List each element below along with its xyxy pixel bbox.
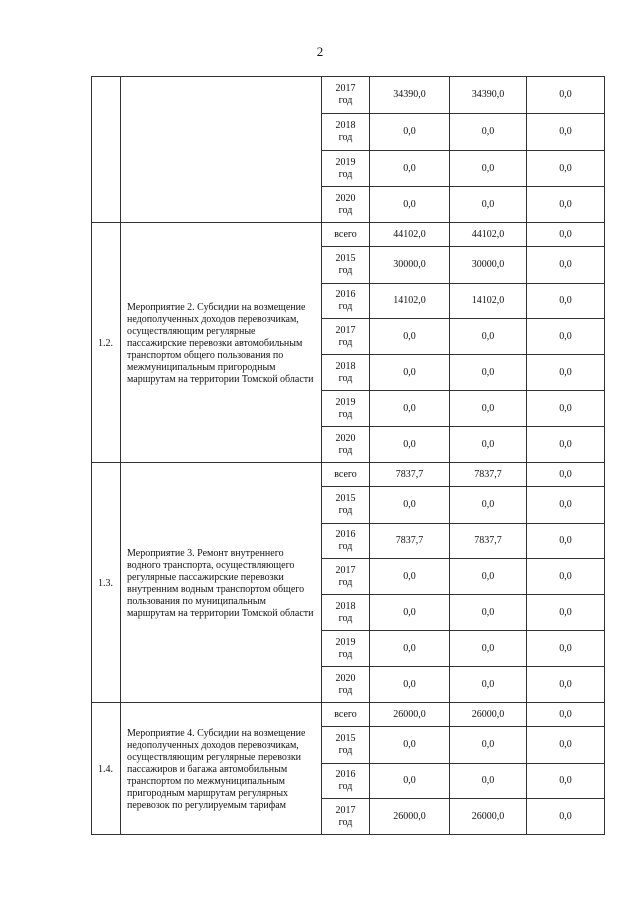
total-amount-cell: 0,0	[370, 727, 450, 764]
regional-budget-cell: 0,0	[450, 487, 527, 524]
total-amount-cell: 0,0	[370, 667, 450, 703]
total-amount-cell: 0,0	[370, 631, 450, 667]
other-source-cell: 0,0	[527, 799, 605, 835]
period-cell: 2017 год	[322, 799, 370, 835]
regional-budget-cell: 34390,0	[450, 77, 527, 114]
total-amount-cell: 0,0	[370, 595, 450, 631]
total-amount-cell: 0,0	[370, 151, 450, 187]
period-cell: всего	[322, 463, 370, 487]
regional-budget-cell: 0,0	[450, 187, 527, 223]
period-cell: 2019 год	[322, 151, 370, 187]
other-source-cell: 0,0	[527, 355, 605, 391]
regional-budget-cell: 0,0	[450, 764, 527, 799]
other-source-cell: 0,0	[527, 703, 605, 727]
table-row	[92, 703, 605, 727]
regional-budget-cell: 26000,0	[450, 703, 527, 727]
item-number: 1.3.	[92, 463, 121, 703]
total-amount-cell: 0,0	[370, 559, 450, 595]
regional-budget-cell: 0,0	[450, 427, 527, 463]
other-source-cell: 0,0	[527, 524, 605, 559]
total-amount-cell: 26000,0	[370, 703, 450, 727]
other-source-cell: 0,0	[527, 631, 605, 667]
other-source-cell: 0,0	[527, 319, 605, 355]
period-cell: всего	[322, 703, 370, 727]
other-source-cell: 0,0	[527, 727, 605, 764]
other-source-cell: 0,0	[527, 559, 605, 595]
regional-budget-cell: 0,0	[450, 151, 527, 187]
other-source-cell: 0,0	[527, 114, 605, 151]
period-cell: 2018 год	[322, 355, 370, 391]
item-description: Мероприятие 3. Ремонт внутреннего водного транспорта, осуществляющего регулярные пассажирские перевозки внутренним водным транспортом общего пользования по муниципальным маршрутам на территории Томской области	[121, 463, 322, 703]
total-amount-cell: 0,0	[370, 427, 450, 463]
total-amount-cell: 7837,7	[370, 524, 450, 559]
total-amount-cell: 0,0	[370, 114, 450, 151]
total-amount-cell: 0,0	[370, 764, 450, 799]
period-cell: 2020 год	[322, 187, 370, 223]
total-amount-cell: 34390,0	[370, 77, 450, 114]
table-row	[92, 77, 605, 114]
item-description: Мероприятие 4. Субсидии на возмещение недополученных доходов перевозчикам, осуществляющим регулярные перевозки пассажиров и багажа автомобильным транспортом по межмуниципальным пригородным маршрутам регулярных перевозок по регулируемым тарифам	[121, 703, 322, 835]
item-number	[92, 77, 121, 223]
other-source-cell: 0,0	[527, 595, 605, 631]
period-cell: 2015 год	[322, 487, 370, 524]
period-cell: 2019 год	[322, 391, 370, 427]
item-number: 1.2.	[92, 223, 121, 463]
period-cell: 2019 год	[322, 631, 370, 667]
period-cell: 2018 год	[322, 595, 370, 631]
regional-budget-cell: 0,0	[450, 727, 527, 764]
other-source-cell: 0,0	[527, 223, 605, 247]
total-amount-cell: 0,0	[370, 187, 450, 223]
period-cell: 2020 год	[322, 427, 370, 463]
regional-budget-cell: 0,0	[450, 114, 527, 151]
regional-budget-cell: 0,0	[450, 319, 527, 355]
regional-budget-cell: 14102,0	[450, 284, 527, 319]
other-source-cell: 0,0	[527, 77, 605, 114]
total-amount-cell: 7837,7	[370, 463, 450, 487]
total-amount-cell: 0,0	[370, 355, 450, 391]
total-amount-cell: 44102,0	[370, 223, 450, 247]
period-cell: 2017 год	[322, 319, 370, 355]
total-amount-cell: 30000,0	[370, 247, 450, 284]
other-source-cell: 0,0	[527, 487, 605, 524]
page-number: 2	[316, 44, 324, 59]
period-cell: всего	[322, 223, 370, 247]
regional-budget-cell: 0,0	[450, 391, 527, 427]
budget-table	[91, 76, 605, 835]
total-amount-cell: 26000,0	[370, 799, 450, 835]
period-cell: 2016 год	[322, 764, 370, 799]
regional-budget-cell: 0,0	[450, 667, 527, 703]
other-source-cell: 0,0	[527, 187, 605, 223]
regional-budget-cell: 7837,7	[450, 463, 527, 487]
period-cell: 2020 год	[322, 667, 370, 703]
period-cell: 2016 год	[322, 284, 370, 319]
period-cell: 2015 год	[322, 247, 370, 284]
other-source-cell: 0,0	[527, 284, 605, 319]
other-source-cell: 0,0	[527, 391, 605, 427]
other-source-cell: 0,0	[527, 667, 605, 703]
table-row	[92, 463, 605, 487]
regional-budget-cell: 0,0	[450, 595, 527, 631]
total-amount-cell: 0,0	[370, 487, 450, 524]
regional-budget-cell: 0,0	[450, 355, 527, 391]
total-amount-cell: 0,0	[370, 319, 450, 355]
other-source-cell: 0,0	[527, 764, 605, 799]
period-cell: 2018 год	[322, 114, 370, 151]
other-source-cell: 0,0	[527, 463, 605, 487]
regional-budget-cell: 44102,0	[450, 223, 527, 247]
regional-budget-cell: 30000,0	[450, 247, 527, 284]
table-row	[92, 223, 605, 247]
other-source-cell: 0,0	[527, 151, 605, 187]
total-amount-cell: 0,0	[370, 391, 450, 427]
regional-budget-cell: 0,0	[450, 631, 527, 667]
regional-budget-cell: 0,0	[450, 559, 527, 595]
period-cell: 2017 год	[322, 559, 370, 595]
period-cell: 2015 год	[322, 727, 370, 764]
other-source-cell: 0,0	[527, 427, 605, 463]
item-description: Мероприятие 2. Субсидии на возмещение недополученных доходов перевозчикам, осуществляющим регулярные пассажирские перевозки автомобильным транспортом общего пользования по межмуниципальным пригородным маршрутам на территории Томской области	[121, 223, 322, 463]
other-source-cell: 0,0	[527, 247, 605, 284]
item-description	[121, 77, 322, 223]
period-cell: 2016 год	[322, 524, 370, 559]
regional-budget-cell: 26000,0	[450, 799, 527, 835]
regional-budget-cell: 7837,7	[450, 524, 527, 559]
period-cell: 2017 год	[322, 77, 370, 114]
item-number: 1.4.	[92, 703, 121, 835]
total-amount-cell: 14102,0	[370, 284, 450, 319]
